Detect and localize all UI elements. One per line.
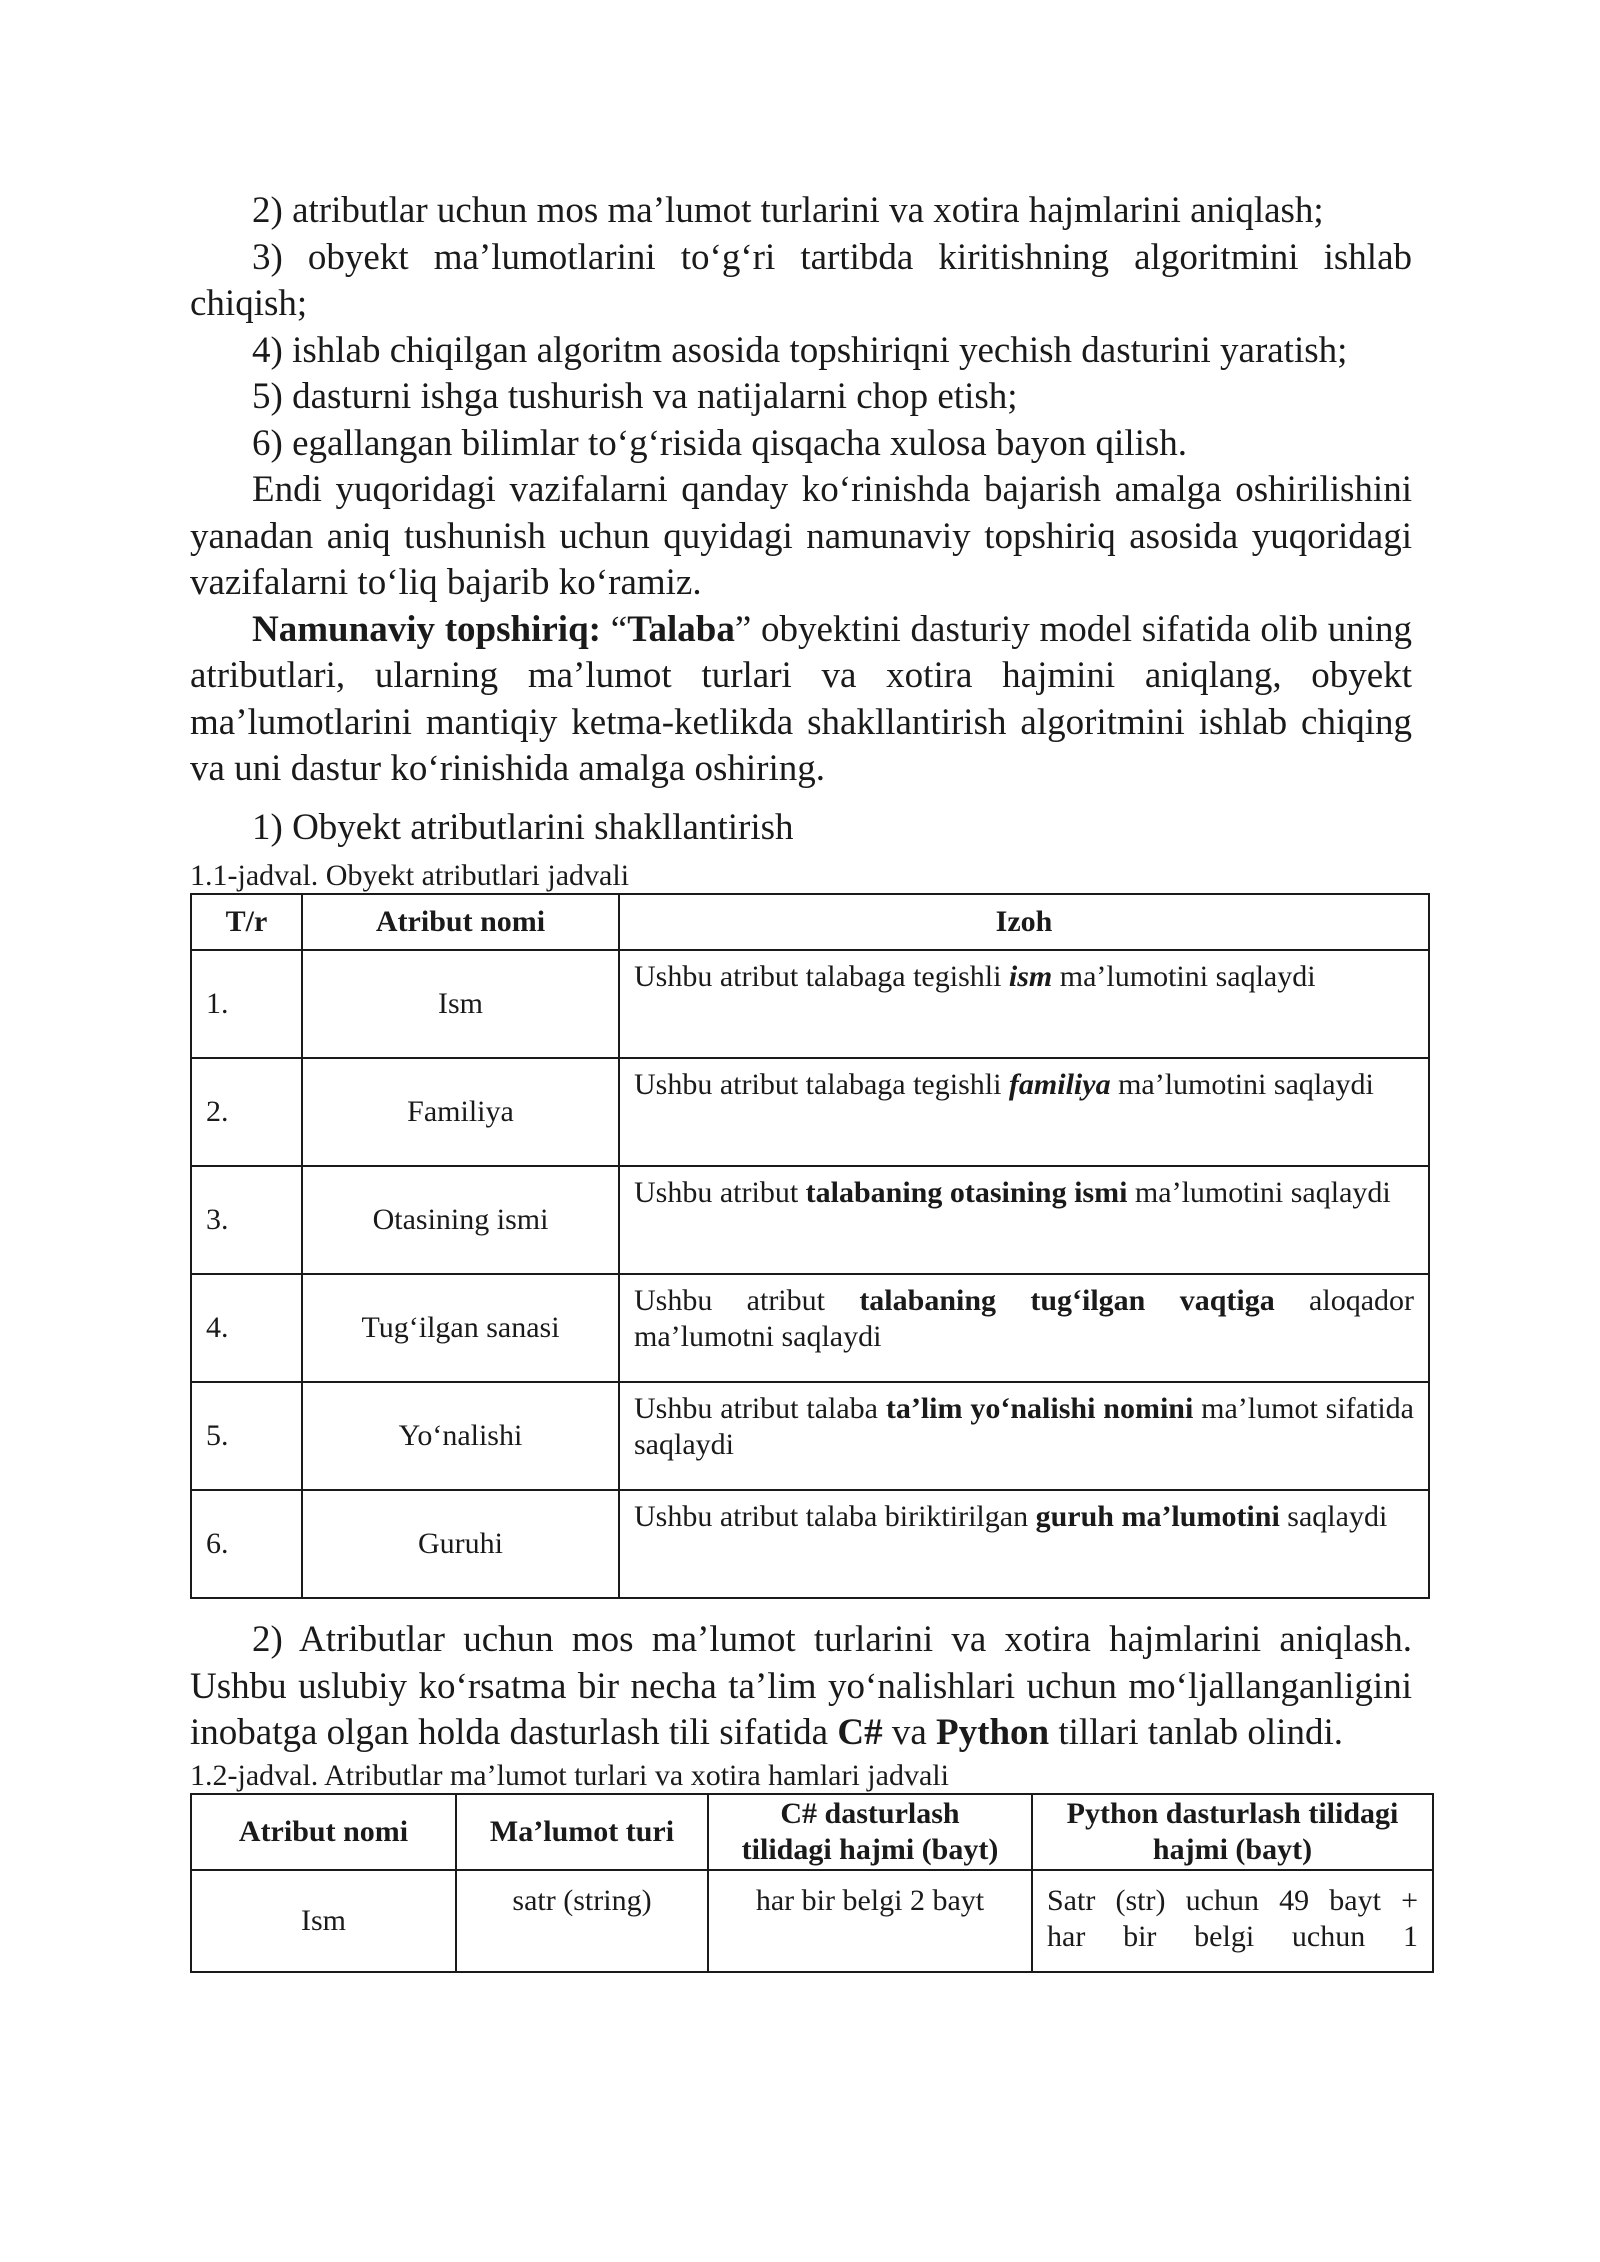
table-row bbox=[191, 950, 1429, 1058]
attribute-description bbox=[619, 1274, 1429, 1382]
table-row bbox=[191, 1058, 1429, 1166]
description-text: saqlaydi bbox=[1279, 1500, 1388, 1533]
attributes-table bbox=[190, 893, 1430, 1599]
row-number: 1. bbox=[191, 950, 302, 1058]
row-number: 4. bbox=[191, 1274, 302, 1382]
description-text: Ushbu atribut talabaga tegishli bbox=[634, 1068, 1009, 1101]
header-line: tilidagi hajmi (bayt) bbox=[741, 1832, 999, 1866]
task-object-name: Talaba bbox=[627, 608, 735, 650]
intro-paragraph: Endi yuqoridagi vazifalarni qanday ko‘rinishda bajarish amalga oshirilishini yanadan aniq tushunish uchun quyidagi namunaviy topshiriq asosida yuqoridagi vazifalarni to‘liq bajarib ko‘ramiz. bbox=[190, 469, 1412, 603]
description-emphasis: ta’lim yo‘nalishi nomini bbox=[885, 1392, 1194, 1425]
list-item-2: 2) atributlar uchun mos ma’lumot turlarini va xotira hajmlarini aniqlash; bbox=[252, 190, 1324, 231]
table-row bbox=[191, 1870, 1433, 1972]
header-data-type: Ma’lumot turi bbox=[456, 1794, 708, 1870]
attribute-description bbox=[619, 1166, 1429, 1274]
attribute-description bbox=[619, 1490, 1429, 1598]
description-text: ma’lumotini saqlaydi bbox=[1127, 1176, 1391, 1209]
csharp-size: har bir belgi 2 bayt bbox=[708, 1870, 1032, 1972]
data-type: satr (string) bbox=[456, 1870, 708, 1972]
language-csharp: C# bbox=[837, 1712, 883, 1753]
section2-paragraph bbox=[190, 1617, 1412, 1757]
python-size bbox=[1032, 1870, 1433, 1972]
task-quote-open: “ bbox=[601, 608, 628, 650]
task-description: ” obyektini dasturiy model sifatida olib uning atributlari, ularning ma’lumot turlari va xotira hajmini aniqlang, obyekt ma’lumotlarini mantiqiy ketma-ketlikda shakllantirish algoritmini ishlab chiqing va uni dastur ko‘rinishida amalga oshiring. bbox=[190, 608, 1412, 789]
row-number: 2. bbox=[191, 1058, 302, 1166]
section2-text: tillari tanlab olindi. bbox=[1049, 1712, 1343, 1753]
list-item-4: 4) ishlab chiqilgan algoritm asosida topshiriqni yechish dasturini yaratish; bbox=[252, 329, 1348, 371]
description-text: Ushbu atribut talabaga tegishli bbox=[634, 960, 1009, 993]
header-python-size bbox=[1032, 1794, 1433, 1870]
table-row bbox=[191, 1490, 1429, 1598]
row-number: 6. bbox=[191, 1490, 302, 1598]
attribute-name: Otasining ismi bbox=[302, 1166, 619, 1274]
list-item-6: 6) egallangan bilimlar to‘g‘risida qisqacha xulosa bayon qilish. bbox=[252, 422, 1188, 464]
task-label: Namunaviy topshiriq: bbox=[252, 608, 601, 650]
table-row bbox=[191, 1166, 1429, 1274]
attribute-name: Tug‘ilgan sanasi bbox=[302, 1274, 619, 1382]
attribute-name: Ism bbox=[302, 950, 619, 1058]
header-tr: T/r bbox=[191, 894, 302, 950]
header-csharp-size bbox=[708, 1794, 1032, 1870]
attribute-name: Yo‘nalishi bbox=[302, 1382, 619, 1490]
description-emphasis: familiya bbox=[1008, 1068, 1111, 1101]
attribute-description bbox=[619, 950, 1429, 1058]
description-emphasis: guruh ma’lumotini bbox=[1035, 1500, 1280, 1533]
description-text: Ushbu atribut talaba biriktirilgan bbox=[634, 1500, 1036, 1533]
description-text: ma’lumotini saqlaydi bbox=[1052, 960, 1316, 993]
description-text: aloqador ma’lumotni saqlaydi bbox=[634, 1284, 1414, 1353]
table-row bbox=[191, 1274, 1429, 1382]
table-header-row bbox=[191, 1794, 1433, 1870]
python-size-line: Satr (str) uchun 49 bayt + bbox=[1047, 1883, 1418, 1917]
description-emphasis: talabaning tug‘ilgan vaqtiga bbox=[859, 1284, 1275, 1317]
attribute-name: Ism bbox=[191, 1870, 456, 1972]
attribute-name: Guruhi bbox=[302, 1490, 619, 1598]
row-number: 3. bbox=[191, 1166, 302, 1274]
header-attribute-name: Atribut nomi bbox=[191, 1794, 456, 1870]
section2-text: 2) Atributlar uchun mos ma’lumot turlarini va xotira hajmlarini aniqlash. Ushbu uslubiy ko‘rsatma bir necha ta’lim yo‘nalishlari uchun mo‘ljallanganligini inobatga olgan holda dasturlash tili sifatida bbox=[190, 1619, 1412, 1753]
header-line: Python dasturlash tilidagi bbox=[1066, 1796, 1399, 1830]
python-size-line: har bir belgi uchun 1 bbox=[1047, 1919, 1418, 1953]
description-text: Ushbu atribut talaba bbox=[634, 1392, 886, 1425]
attribute-description bbox=[619, 1382, 1429, 1490]
attribute-description bbox=[619, 1058, 1429, 1166]
list-item-3: 3) obyekt ma’lumotlarini to‘g‘ri tartibda kiritishning algoritmini ishlab chiqish; bbox=[190, 236, 1412, 324]
description-text: Ushbu atribut bbox=[634, 1176, 806, 1209]
description-text: ma’lumotini saqlaydi bbox=[1110, 1068, 1374, 1101]
table2-caption: 1.2-jadval. Atributlar ma’lumot turlari va xotira hamlari jadvali bbox=[190, 1758, 949, 1792]
description-text: Ushbu atribut bbox=[634, 1284, 860, 1317]
header-izoh: Izoh bbox=[619, 894, 1429, 950]
header-line: hajmi (bayt) bbox=[1152, 1832, 1313, 1866]
description-emphasis: talabaning otasining ismi bbox=[805, 1176, 1128, 1209]
document-page bbox=[190, 188, 1418, 1973]
table1-caption: 1.1-jadval. Obyekt atributlari jadvali bbox=[190, 859, 630, 892]
row-number: 5. bbox=[191, 1382, 302, 1490]
section1-heading: 1) Obyekt atributlarini shakllantirish bbox=[252, 806, 794, 848]
language-python: Python bbox=[936, 1712, 1050, 1753]
attribute-name: Familiya bbox=[302, 1058, 619, 1166]
table-row bbox=[191, 1382, 1429, 1490]
task-paragraph bbox=[190, 607, 1412, 793]
table-header-row bbox=[191, 894, 1429, 950]
header-line: C# dasturlash bbox=[780, 1796, 960, 1830]
description-emphasis: ism bbox=[1008, 960, 1053, 993]
header-attribute-name: Atribut nomi bbox=[302, 894, 619, 950]
data-types-table bbox=[190, 1793, 1434, 1973]
description-text: ma’lumot sifatida saqlaydi bbox=[634, 1392, 1414, 1461]
list-item-5: 5) dasturni ishga tushurish va natijalarni chop etish; bbox=[252, 376, 1018, 417]
section2-text: va bbox=[882, 1712, 937, 1753]
